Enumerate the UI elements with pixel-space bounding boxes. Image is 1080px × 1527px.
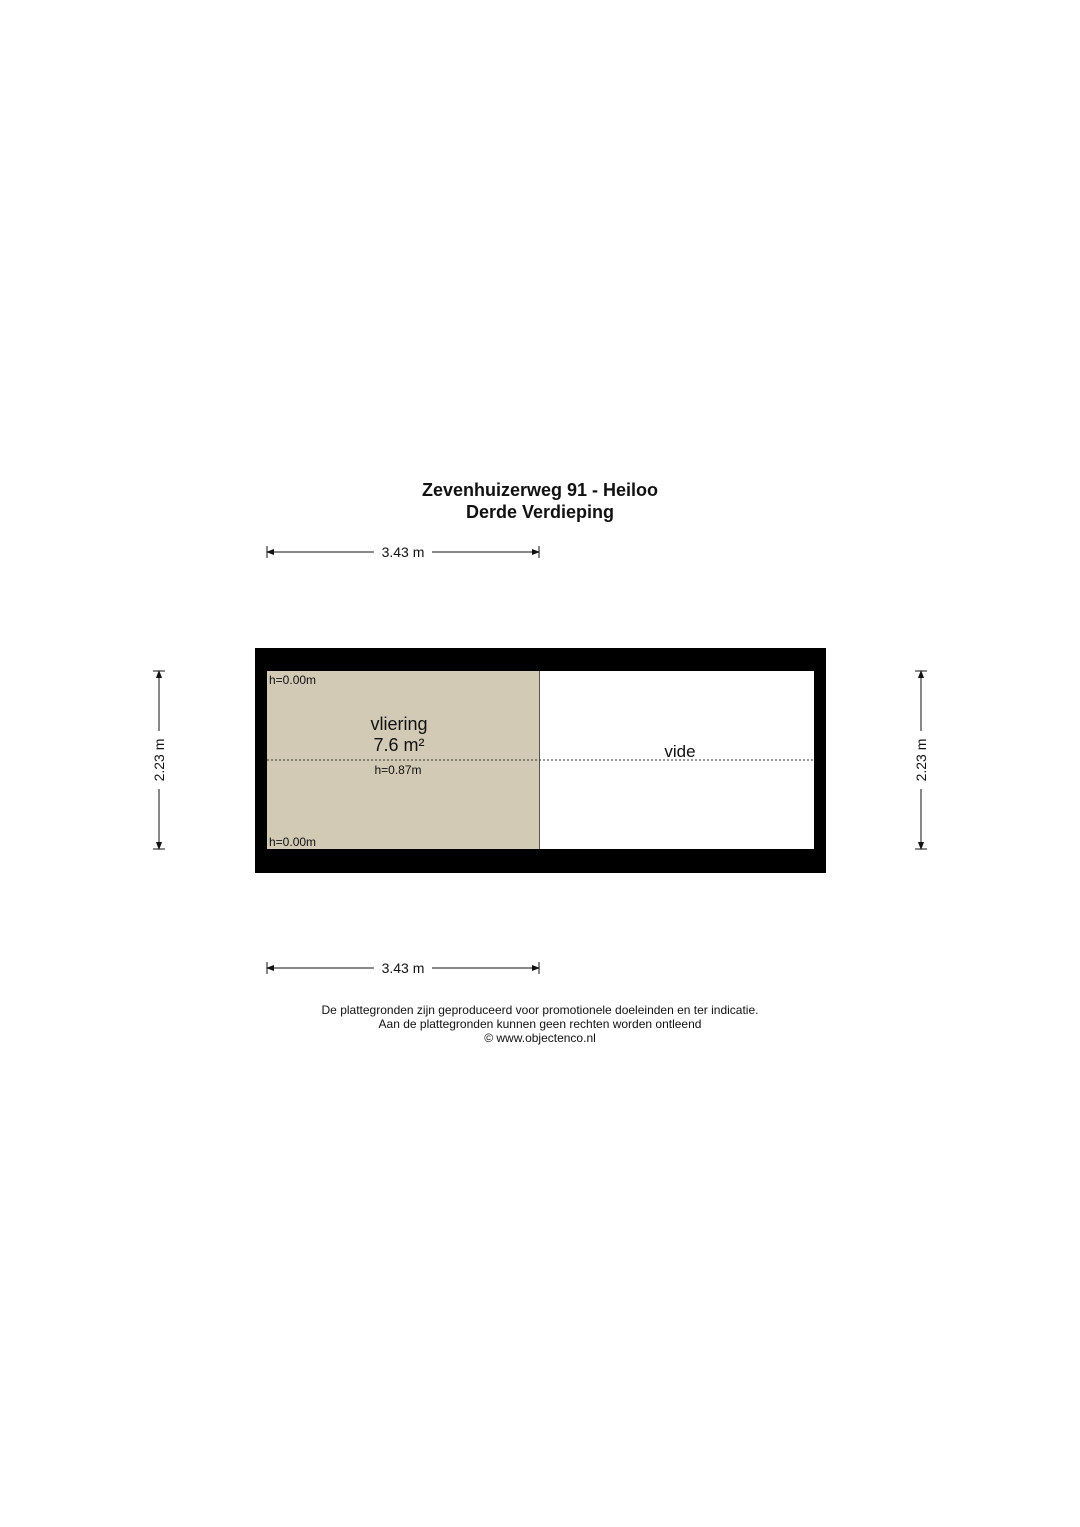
bottom-dimension [267, 960, 539, 976]
vliering-height-bottom: h=0.00m [269, 835, 317, 849]
vliering-name: vliering [370, 714, 428, 734]
disclaimer-line-1: De plattegronden zijn geproduceerd voor promotionele doeleinden en ter indicatie. [321, 1003, 759, 1017]
vide-name: vide [664, 742, 696, 761]
vliering-area-label: 7.6 m² [373, 735, 425, 755]
vliering-height-mid: h=0.87m [374, 763, 422, 777]
right-dimension-label: 2.23 m [913, 738, 929, 782]
top-dimension [267, 544, 539, 560]
address-title: Zevenhuizerweg 91 - Heiloo [421, 480, 659, 500]
right-dimension [913, 671, 929, 849]
left-dimension [151, 671, 167, 849]
floor-title: Derde Verdieping [465, 502, 615, 522]
vliering-height-top: h=0.00m [269, 673, 317, 687]
disclaimer-line-2: Aan de plattegronden kunnen geen rechten worden ontleend [378, 1017, 702, 1031]
left-dimension-label: 2.23 m [151, 738, 167, 782]
copyright-link[interactable]: © www.objectenco.nl [484, 1031, 596, 1045]
top-dimension-label: 3.43 m [381, 544, 425, 560]
bottom-dimension-label: 3.43 m [381, 960, 425, 976]
